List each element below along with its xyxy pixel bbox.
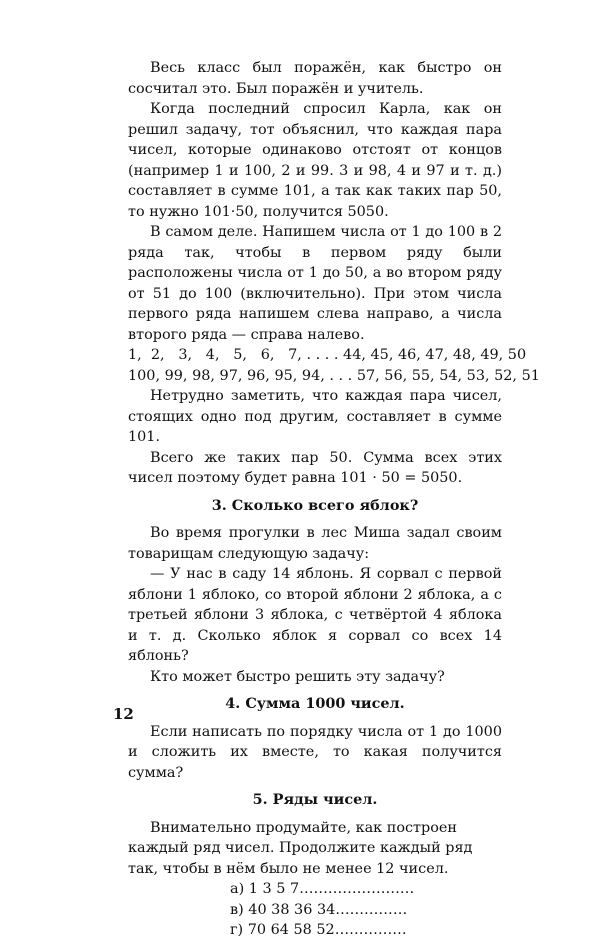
paragraph-total-sum: Всего же таких пар 50. Сумма всех этих чисел поэтому будет равна 101 · 50 = 5050. (128, 449, 502, 486)
paragraph-pair-sum: Нетрудно заметить, что каждая пара чисел, стоящих одно под другим, составляет в сумме 101. (128, 388, 502, 445)
number-row-g: г) 70 64 58 52…………… (230, 922, 407, 938)
paragraph-apple-trees: — У нас в саду 14 яблонь. Я сорвал с первой яблони 1 яблоко, со второй яблони 2 яблока, а с третьей яблони 3 яблока, с четвёртой 4 яблока и т. д. Сколько яблок я сорвал со всех 14 яблонь? (128, 566, 502, 664)
page-number: 12 (113, 705, 134, 723)
paragraph-who-can-solve: Кто может быстро решить эту задачу? (150, 668, 445, 685)
paragraph-karl-explanation: Когда последний спросил Карла, как он решил задачу, тот объяснил, что каждая пара чисел, которые одинаково отстоят от концов (например 1 и 100, 2 и 99. 3 и 98, 4 и 97 и т. д.) составляет в сумме 101, а так как таких пар 50, то нужно 101·50, получится 5050. (128, 101, 502, 220)
number-sequence-row-1: 1, 2, 3, 4, 5, 6, 7, . . . . 44, 45, 46, 47, 48, 49, 50 (128, 347, 527, 363)
heading-section-4: 4. Сумма 1000 чисел. (225, 695, 405, 712)
heading-section-5: 5. Ряды чисел. (252, 791, 378, 808)
paragraph-misha-task: Во время прогулки в лес Миша задал своим товарищам следующую задачу: (128, 525, 502, 562)
paragraph-two-rows: В самом деле. Напишем числа от 1 до 100 в 2 ряда так, чтобы в первом ряду были расположены числа от 1 до 50, а во втором ряду от 51 до 100 (включительно). При этом числа первого ряда напишем слева направо, а числа второго ряда — справа налево. (128, 224, 502, 343)
paragraph-number-rows: Внимательно продумайте, как построен каждый ряд чисел. Продолжите каждый ряд так, чтобы в нём было не менее 12 чисел. (128, 819, 473, 877)
paragraph-class-amazed: Весь класс был поражён, как быстро он сосчитал это. Был поражён и учитель. (128, 60, 502, 97)
number-row-a: а) 1 3 5 7…………………… (230, 881, 415, 897)
number-sequence-row-2: 100, 99, 98, 97, 96, 95, 94, . . . 57, 56, 55, 54, 53, 52, 51 (128, 367, 540, 384)
number-row-v: в) 40 38 36 34…………… (230, 901, 408, 918)
text-column (128, 58, 540, 941)
heading-section-3: 3. Сколько всего яблок? (211, 496, 419, 514)
paragraph-sum-1000: Если написать по порядку числа от 1 до 1000 и сложить их вместе, то какая получится сумма? (128, 723, 502, 781)
number-rows-list (230, 879, 502, 941)
